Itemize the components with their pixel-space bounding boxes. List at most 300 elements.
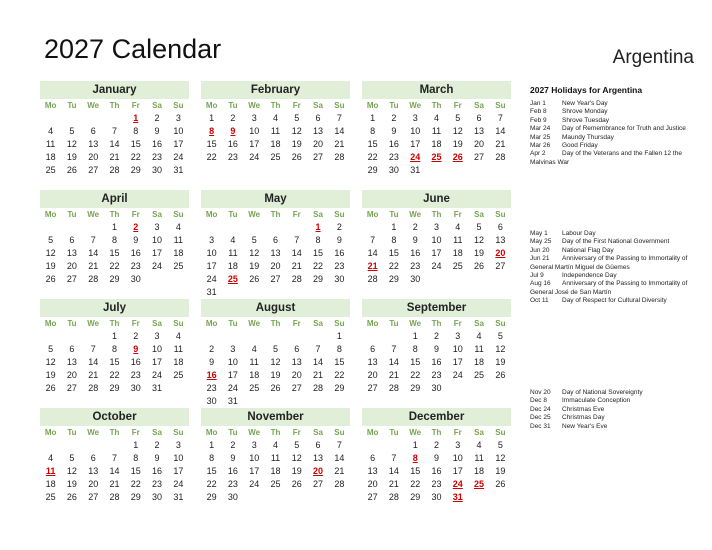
day-cell: 15	[313, 248, 324, 258]
day-cell: 15	[206, 466, 217, 476]
day-cell: 21	[88, 370, 99, 380]
holiday-day-cell: 25	[474, 479, 485, 489]
week-row	[362, 439, 511, 452]
week-row	[362, 234, 511, 247]
day-cell: 12	[495, 344, 506, 354]
weekday-label: Mo	[366, 210, 379, 219]
holiday-entry	[530, 230, 700, 238]
holiday-entry	[530, 125, 700, 133]
day-cell: 3	[251, 113, 257, 123]
day-cell: 19	[474, 248, 485, 258]
day-cell: 31	[173, 165, 184, 175]
day-cell: 16	[130, 248, 141, 258]
day-cell: 17	[452, 466, 463, 476]
weekday-label: Th	[270, 210, 281, 219]
day-cell	[286, 395, 307, 408]
holiday-day-cell: 20	[495, 248, 506, 258]
holiday-day-cell: 25	[227, 274, 238, 284]
holiday-name: Shrove Monday	[562, 108, 608, 116]
month-march	[362, 81, 511, 177]
month-may	[201, 190, 350, 299]
day-cell: 15	[109, 357, 120, 367]
day-cell: 6	[370, 344, 376, 354]
day-cell: 27	[367, 383, 378, 393]
day-cell: 29	[206, 492, 217, 502]
weekday-label: Th	[270, 319, 281, 328]
day-cell: 3	[175, 113, 181, 123]
day-cell: 7	[391, 344, 397, 354]
day-cell: 4	[175, 222, 181, 232]
day-cell: 30	[152, 165, 163, 175]
day-cell: 1	[370, 113, 376, 123]
day-cell: 30	[130, 383, 141, 393]
day-cell: 23	[334, 261, 345, 271]
day-cell	[168, 273, 189, 286]
day-cell: 19	[45, 370, 56, 380]
day-cell	[83, 439, 104, 452]
day-cell: 4	[230, 235, 236, 245]
day-cell: 3	[455, 440, 461, 450]
month-september	[362, 299, 511, 395]
weekday-label: Su	[334, 428, 345, 437]
day-cell: 7	[111, 453, 117, 463]
day-cell: 4	[251, 344, 257, 354]
week-row	[201, 112, 350, 125]
weekday-label: Su	[334, 319, 345, 328]
day-cell	[468, 273, 489, 286]
holiday-date: Mar 25	[530, 133, 551, 141]
day-cell: 29	[367, 165, 378, 175]
weekday-row	[40, 99, 189, 112]
day-cell: 1	[133, 440, 139, 450]
day-cell: 1	[336, 331, 342, 341]
weekday-label: Th	[270, 428, 281, 437]
weekday-row	[40, 208, 189, 221]
weekday-label: Sa	[474, 428, 484, 437]
day-cell: 28	[88, 274, 99, 284]
week-row	[201, 286, 350, 299]
weekday-label: Sa	[152, 101, 162, 110]
day-cell: 15	[130, 466, 141, 476]
day-cell: 11	[228, 248, 238, 258]
day-cell: 12	[291, 453, 302, 463]
holiday-day-cell: 24	[452, 479, 463, 489]
holiday-day-cell: 8	[412, 453, 418, 463]
day-cell: 27	[291, 383, 302, 393]
day-cell: 24	[431, 261, 442, 271]
day-cell: 31	[227, 396, 238, 406]
week-row	[201, 273, 350, 286]
day-cell: 21	[388, 370, 399, 380]
holiday-day-cell: 24	[410, 152, 421, 162]
day-cell: 24	[152, 261, 163, 271]
day-cell: 28	[388, 492, 399, 502]
day-cell: 24	[227, 383, 238, 393]
weekday-row	[362, 317, 511, 330]
holiday-date: Dec 31	[530, 422, 551, 430]
day-cell: 29	[313, 274, 324, 284]
day-cell: 6	[272, 235, 278, 245]
day-cell: 12	[291, 126, 302, 136]
day-cell: 29	[130, 165, 141, 175]
day-cell: 22	[410, 370, 421, 380]
day-cell: 2	[391, 113, 397, 123]
day-cell: 2	[230, 113, 236, 123]
week-row	[362, 478, 511, 491]
weekday-label: We	[87, 210, 100, 219]
day-cell: 1	[209, 440, 215, 450]
day-cell: 14	[291, 248, 302, 258]
weekday-label: Sa	[313, 319, 323, 328]
weekday-label: Su	[495, 319, 506, 328]
day-cell	[362, 330, 383, 343]
holiday-list-q1	[530, 100, 700, 167]
week-row	[201, 330, 350, 343]
weekday-label: Su	[495, 210, 506, 219]
day-cell: 10	[249, 453, 260, 463]
day-cell: 14	[495, 126, 506, 136]
day-cell: 26	[66, 492, 77, 502]
month-header: June	[362, 190, 511, 208]
week-row	[40, 343, 189, 356]
weekday-label: Mo	[44, 319, 57, 328]
weekday-label: Mo	[205, 210, 218, 219]
day-cell: 23	[227, 479, 238, 489]
day-cell: 27	[495, 261, 506, 271]
day-cell: 8	[412, 344, 418, 354]
day-cell	[222, 286, 243, 299]
day-cell: 23	[388, 152, 399, 162]
holiday-day-cell: 8	[209, 126, 215, 136]
weekday-label: Fr	[292, 210, 301, 219]
week-row	[201, 343, 350, 356]
day-cell: 7	[315, 344, 321, 354]
day-cell: 11	[270, 126, 281, 136]
day-cell: 14	[109, 139, 120, 149]
week-row	[201, 465, 350, 478]
holiday-entry	[530, 389, 700, 397]
day-cell: 8	[133, 126, 139, 136]
day-cell	[383, 439, 404, 452]
week-row	[40, 260, 189, 273]
holiday-name: Independence Day	[562, 272, 617, 280]
day-cell	[61, 439, 82, 452]
day-cell: 30	[431, 383, 442, 393]
day-cell: 3	[175, 440, 181, 450]
day-cell: 18	[45, 479, 56, 489]
weekday-label: Sa	[474, 210, 484, 219]
day-cell: 19	[66, 479, 77, 489]
day-cell: 5	[251, 235, 257, 245]
day-cell: 14	[334, 453, 345, 463]
day-cell: 16	[227, 139, 238, 149]
day-cell: 19	[291, 139, 302, 149]
month-february	[201, 81, 350, 164]
month-header: February	[201, 81, 350, 99]
weekday-label: Sa	[152, 319, 162, 328]
day-cell: 18	[227, 261, 238, 271]
day-cell: 26	[291, 152, 302, 162]
day-cell: 23	[431, 479, 442, 489]
weekday-label: Tu	[389, 428, 399, 437]
day-cell: 17	[227, 370, 238, 380]
day-cell: 14	[388, 466, 399, 476]
weekday-label: Th	[109, 101, 120, 110]
weekday-label: Mo	[205, 319, 218, 328]
day-cell: 15	[206, 139, 217, 149]
weekday-label: We	[248, 319, 261, 328]
day-cell: 8	[209, 453, 215, 463]
month-october	[40, 408, 189, 504]
week-row	[40, 164, 189, 177]
day-cell: 1	[391, 222, 397, 232]
day-cell: 20	[88, 152, 99, 162]
day-cell: 12	[495, 453, 506, 463]
day-cell: 30	[334, 274, 345, 284]
day-cell: 26	[495, 479, 506, 489]
holiday-day-cell: 20	[313, 466, 324, 476]
day-cell: 11	[173, 235, 184, 245]
week-row	[40, 221, 189, 234]
day-cell: 3	[209, 235, 215, 245]
day-cell: 14	[313, 357, 324, 367]
week-row	[362, 273, 511, 286]
day-cell	[383, 330, 404, 343]
day-cell: 11	[249, 357, 259, 367]
day-cell: 28	[367, 274, 378, 284]
holiday-name: Day of Respect for Cultural Diversity	[562, 297, 667, 305]
day-cell: 23	[206, 383, 217, 393]
day-cell: 9	[433, 453, 439, 463]
day-cell: 15	[410, 466, 421, 476]
day-cell: 24	[173, 152, 184, 162]
day-cell: 25	[270, 152, 281, 162]
holiday-name: Christmas Day	[562, 414, 605, 422]
week-row	[40, 125, 189, 138]
week-row	[40, 439, 189, 452]
day-cell: 23	[431, 370, 442, 380]
day-cell: 22	[206, 152, 217, 162]
page-title: 2027 Calendar	[44, 34, 222, 64]
month-header: April	[40, 190, 189, 208]
day-cell: 28	[291, 274, 302, 284]
day-cell: 6	[90, 453, 96, 463]
day-cell: 10	[152, 344, 163, 354]
day-cell: 5	[455, 113, 461, 123]
week-row	[40, 478, 189, 491]
weekday-label: Sa	[474, 319, 484, 328]
week-row	[362, 221, 511, 234]
day-cell: 15	[388, 248, 399, 258]
day-cell: 25	[45, 492, 56, 502]
day-cell: 5	[497, 440, 503, 450]
day-cell: 10	[173, 126, 184, 136]
week-row	[362, 343, 511, 356]
day-cell: 11	[270, 453, 281, 463]
day-cell	[468, 382, 489, 395]
day-cell: 8	[111, 344, 117, 354]
day-cell: 9	[230, 453, 236, 463]
holiday-name: Maundy Thursday	[562, 133, 614, 141]
holiday-date: Feb 8	[530, 108, 547, 116]
day-cell: 15	[130, 139, 141, 149]
weekday-label: We	[409, 428, 422, 437]
day-cell: 5	[272, 344, 278, 354]
holiday-name: New Year's Day	[562, 100, 608, 107]
day-cell: 13	[66, 357, 77, 367]
day-cell: 18	[173, 248, 184, 258]
weekday-label: Su	[334, 101, 345, 110]
day-cell: 27	[313, 152, 324, 162]
weekday-label: We	[248, 101, 261, 110]
holiday-entry	[530, 397, 700, 405]
holiday-entry	[530, 150, 700, 167]
day-cell: 2	[433, 440, 439, 450]
day-cell: 30	[152, 492, 163, 502]
week-row	[40, 382, 189, 395]
day-cell: 1	[412, 440, 418, 450]
day-cell: 27	[474, 152, 485, 162]
day-cell: 9	[209, 357, 215, 367]
day-cell: 30	[388, 165, 399, 175]
day-cell: 5	[48, 235, 54, 245]
day-cell: 12	[249, 248, 260, 258]
day-cell: 10	[206, 248, 217, 258]
day-cell: 14	[88, 357, 99, 367]
day-cell: 12	[66, 139, 77, 149]
holiday-date: Feb 9	[530, 116, 547, 124]
day-cell: 12	[452, 126, 463, 136]
week-row	[362, 452, 511, 465]
day-cell: 4	[476, 331, 482, 341]
day-cell: 31	[410, 165, 421, 175]
day-cell: 23	[130, 261, 141, 271]
holiday-day-cell: 25	[431, 152, 442, 162]
weekday-label: Sa	[152, 428, 162, 437]
week-row	[201, 125, 350, 138]
day-cell	[83, 330, 104, 343]
weekday-label: We	[87, 101, 100, 110]
day-cell: 23	[227, 152, 238, 162]
day-cell: 18	[249, 370, 260, 380]
week-row	[362, 247, 511, 260]
day-cell	[40, 439, 61, 452]
week-row	[201, 395, 350, 408]
holiday-name: Anniversary of the Passing to Immortality of General Martín Miguel de Güemes	[530, 255, 688, 271]
day-cell: 30	[431, 492, 442, 502]
day-cell	[329, 395, 350, 408]
holiday-date: Dec 24	[530, 405, 551, 413]
day-cell: 21	[388, 479, 399, 489]
day-cell: 10	[410, 126, 421, 136]
holiday-day-cell: 16	[206, 370, 217, 380]
day-cell: 17	[431, 248, 442, 258]
weekday-label: Tu	[389, 210, 399, 219]
weekday-row	[201, 99, 350, 112]
day-cell: 17	[410, 139, 421, 149]
week-row	[362, 138, 511, 151]
weekday-label: Th	[431, 101, 442, 110]
day-cell: 12	[270, 357, 281, 367]
day-cell: 7	[111, 126, 117, 136]
day-cell	[61, 221, 82, 234]
day-cell: 28	[334, 479, 345, 489]
day-cell	[362, 221, 383, 234]
day-cell	[490, 382, 511, 395]
week-row	[362, 465, 511, 478]
day-cell: 28	[388, 383, 399, 393]
weekday-row	[362, 208, 511, 221]
holiday-day-cell: 11	[45, 466, 56, 476]
day-cell: 31	[152, 383, 163, 393]
day-cell	[104, 112, 125, 125]
day-cell: 24	[206, 274, 217, 284]
day-cell: 15	[334, 357, 345, 367]
day-cell	[307, 395, 328, 408]
weekday-label: Fr	[453, 428, 462, 437]
day-cell	[447, 382, 468, 395]
holiday-entry	[530, 414, 700, 422]
day-cell: 21	[334, 139, 345, 149]
day-cell: 16	[431, 357, 442, 367]
weekday-label: Tu	[67, 428, 77, 437]
day-cell	[61, 112, 82, 125]
day-cell: 1	[111, 331, 117, 341]
day-cell	[426, 164, 447, 177]
day-cell: 25	[270, 479, 281, 489]
weekday-label: Su	[495, 101, 506, 110]
week-row	[40, 247, 189, 260]
day-cell: 11	[431, 126, 442, 136]
weekday-label: Fr	[131, 319, 140, 328]
holiday-date: May 25	[530, 238, 552, 246]
week-row	[362, 356, 511, 369]
day-cell	[468, 491, 489, 504]
weekday-label: We	[248, 210, 261, 219]
day-cell: 30	[206, 396, 217, 406]
day-cell: 26	[495, 370, 506, 380]
holiday-entry	[530, 272, 700, 280]
weekday-label: Sa	[313, 101, 323, 110]
day-cell: 16	[152, 466, 163, 476]
day-cell: 25	[45, 165, 56, 175]
day-cell	[104, 439, 125, 452]
day-cell: 17	[249, 466, 260, 476]
week-row	[201, 234, 350, 247]
day-cell: 21	[291, 261, 302, 271]
weekday-label: We	[409, 101, 422, 110]
day-cell: 7	[336, 113, 342, 123]
weekday-label: We	[409, 210, 422, 219]
day-cell	[265, 221, 286, 234]
day-cell: 3	[433, 222, 439, 232]
day-cell: 5	[497, 331, 503, 341]
day-cell: 22	[334, 370, 345, 380]
day-cell: 16	[152, 139, 163, 149]
day-cell: 20	[474, 139, 485, 149]
holiday-day-cell: 21	[367, 261, 378, 271]
weekday-label: Tu	[389, 319, 399, 328]
holiday-entry	[530, 406, 700, 414]
day-cell	[307, 286, 328, 299]
day-cell: 21	[313, 370, 324, 380]
day-cell: 14	[88, 248, 99, 258]
day-cell: 21	[495, 139, 506, 149]
weekday-label: Su	[173, 428, 184, 437]
day-cell	[244, 286, 265, 299]
holiday-name: Day of the Veterans and the Fallen 12 the Malvinas War	[530, 150, 682, 166]
day-cell: 29	[109, 274, 120, 284]
